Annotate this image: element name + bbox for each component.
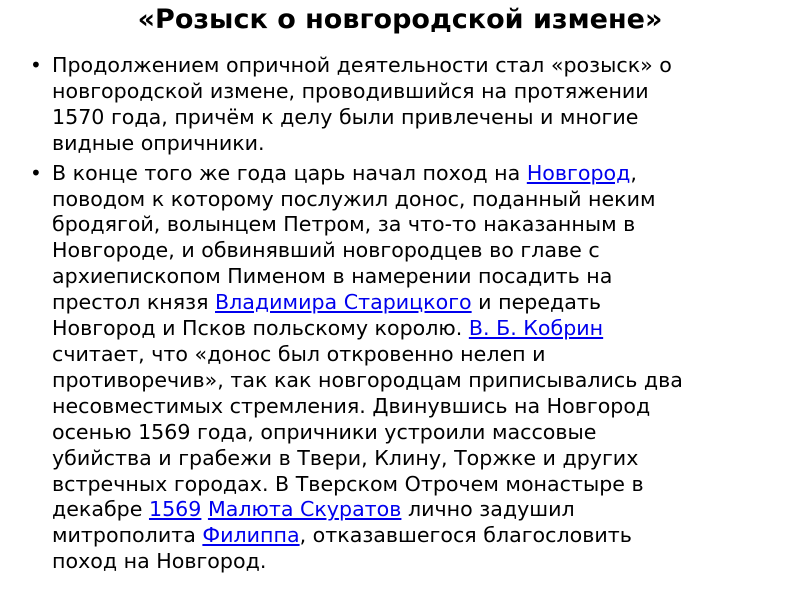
text-segment: декабре [52, 497, 149, 522]
text-line [52, 497, 788, 523]
bullet-icon: • [30, 53, 42, 77]
text-line [52, 53, 788, 79]
text-segment: престол князя [52, 290, 216, 315]
text-segment: Новгороде, и обвинявший новгородцев во главе с [52, 238, 600, 263]
bullet-list [28, 53, 788, 579]
text-segment: Продолжением опричной деятельности стал «розыск» о [52, 53, 672, 77]
text-segment: митрополита [52, 523, 203, 548]
text-line [52, 394, 788, 420]
bullet-item-1 [28, 53, 788, 157]
text-line [52, 316, 788, 342]
text-line [52, 342, 788, 368]
text-segment: , отказавшегося благословить [299, 523, 632, 548]
text-line [52, 420, 788, 446]
text-line [52, 472, 788, 498]
bullet-item-2 [28, 161, 788, 576]
hyperlink[interactable]: Малюта Скуратов [207, 497, 402, 522]
text-segment: В конце того же года царь начал поход на [52, 160, 527, 185]
text-line [52, 187, 788, 213]
bullet-text [52, 53, 788, 157]
text-segment: несовместимых стремления. Двинувшись на Новгород [52, 393, 651, 418]
text-segment: и передать [471, 290, 601, 315]
text-segment: 1570 года, причём к делу были привлечены и многие [52, 104, 639, 129]
text-segment: осенью 1569 года, опричники устроили массовые [52, 419, 597, 444]
text-segment: новгородской измене, проводившийся на протяжении [52, 78, 649, 103]
text-line [52, 161, 788, 187]
text-line [52, 523, 788, 549]
text-segment: Новгород и Псков польскому королю. [52, 316, 469, 341]
text-line [52, 238, 788, 264]
text-segment: видные опричники. [52, 130, 265, 155]
text-segment: противоречив», так как новгородцам приписывались два [52, 367, 683, 392]
hyperlink[interactable]: Филиппа [202, 523, 300, 548]
text-line [52, 212, 788, 238]
text-segment: убийства и грабежи в Твери, Клину, Торжке и других [52, 445, 639, 470]
text-segment: бродягой, волынцем Петром, за что-то наказанным в [52, 212, 636, 237]
text-segment: поход на Новгород. [52, 549, 267, 574]
text-segment: поводом к которому послужил донос, поданный неким [52, 186, 656, 211]
text-line [52, 446, 788, 472]
text-line [52, 79, 788, 105]
hyperlink[interactable]: Владимира Старицкого [215, 290, 472, 315]
text-line [52, 105, 788, 131]
text-line [52, 368, 788, 394]
text-line [52, 549, 788, 575]
text-line [52, 131, 788, 157]
text-segment: встречных городах. В Тверском Отрочем монастыре в [52, 471, 644, 496]
text-segment: считает, что «донос был откровенно нелеп и [52, 341, 546, 366]
text-segment: , [630, 160, 637, 185]
hyperlink[interactable]: В. Б. Кобрин [468, 316, 604, 341]
hyperlink[interactable]: Новгород [526, 160, 631, 185]
bullet-text [52, 161, 788, 576]
bullet-icon: • [30, 160, 42, 185]
text-line [52, 264, 788, 290]
text-line [52, 290, 788, 316]
hyperlink[interactable]: 1569 [148, 497, 202, 522]
slide-title: «Розыск о новгородской измене» [137, 4, 663, 35]
text-segment: лично задушил [401, 497, 575, 522]
text-segment: архиепископом Пименом в намерении посадить на [52, 264, 613, 289]
